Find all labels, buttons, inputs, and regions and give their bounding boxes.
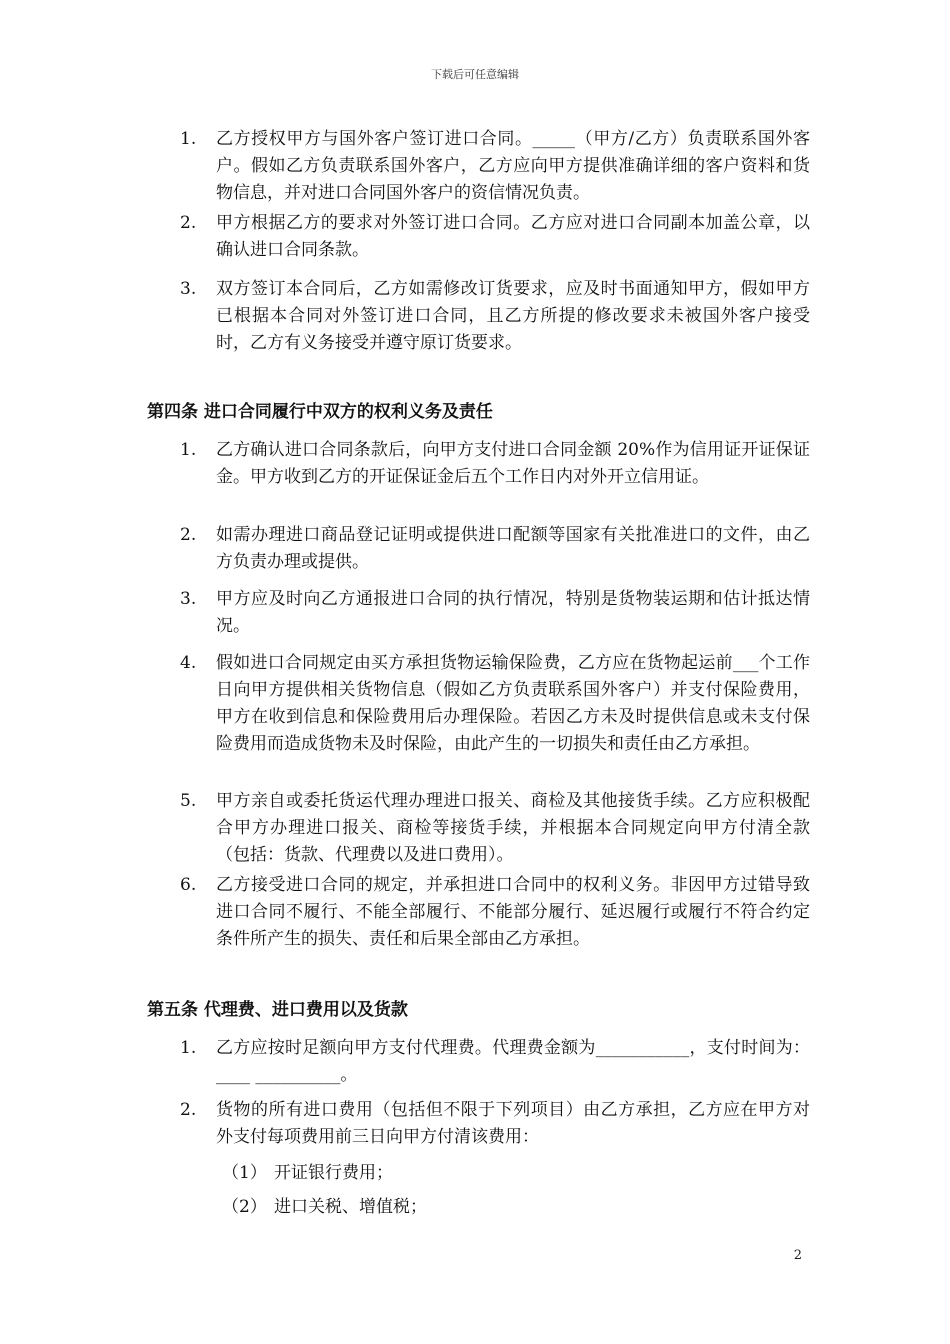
page-header: 下载后可任意编辑 — [431, 68, 519, 81]
item-number: 1. — [180, 440, 197, 460]
item-text: 如需办理进口商品登记证明或提供进口配额等国家有关批准进口的文件，由乙方负责办理或提供。 — [216, 525, 810, 572]
list-item — [180, 788, 810, 869]
list-item — [180, 437, 810, 491]
list-item — [180, 1097, 810, 1151]
list-item — [180, 872, 810, 953]
item-text: 甲方根据乙方的要求对外签订进口合同。乙方应对进口合同副本加盖公章，以确认进口合同条款。 — [216, 213, 810, 260]
list-item — [180, 1035, 810, 1089]
list-item — [180, 126, 810, 207]
item-text: 货物的所有进口费用（包括但不限于下列项目）由乙方承担，乙方应在甲方对外支付每项费用前三日向甲方付清该费用： — [216, 1100, 810, 1147]
page-number: 2 — [793, 1248, 802, 1263]
item-text: 乙方接受进口合同的规定，并承担进口合同中的权利义务。非因甲方过错导致进口合同不履行、不能全部履行、不能部分履行、延迟履行或履行不符合约定条件所产生的损失、责任和后果全部由乙方承担。 — [216, 875, 810, 949]
list-item — [180, 522, 810, 576]
item-text: 假如进口合同规定由买方承担货物运输保险费，乙方应在货物起运前___个工作日向甲方提供相关货物信息（假如乙方负责联系国外客户）并支付保险费用，甲方在收到信息和保险费用后办理保险。若因乙方未及时提供信息或未支付保险费用而造成货物未及时保险，由此产生的一切损失和责任由乙方承担。 — [216, 653, 810, 754]
sub-list-item — [222, 1194, 427, 1221]
list-item — [180, 650, 810, 758]
sub-item-text: 进口关税、增值税； — [274, 1197, 427, 1217]
item-number: 2. — [180, 213, 197, 233]
item-text: 甲方亲自或委托货运代理办理进口报关、商检及其他接货手续。乙方应积极配合甲方办理进口报关、商检等接货手续，并根据本合同规定向甲方付清全款（包括：货款、代理费以及进口费用）。 — [216, 791, 810, 865]
item-number: 1. — [180, 1038, 197, 1058]
item-number: 6. — [180, 875, 197, 895]
sub-item-marker: （1） — [222, 1163, 267, 1183]
item-number: 5. — [180, 791, 197, 811]
item-number: 3. — [180, 589, 197, 609]
item-number: 3. — [180, 279, 197, 299]
sub-list-item — [222, 1160, 393, 1187]
section-heading: 第五条 代理费、进口费用以及货款 — [147, 1000, 408, 1020]
list-item — [180, 276, 810, 357]
item-text: 甲方应及时向乙方通报进口合同的执行情况，特别是货物装运期和估计抵达情况。 — [216, 589, 810, 636]
item-text: 乙方授权甲方与国外客户签订进口合同。_____（甲方/乙方）负责联系国外客户。假如乙方负责联系国外客户，乙方应向甲方提供准确详细的客户资料和货物信息，并对进口合同国外客户的资信情况负责。 — [216, 129, 810, 203]
list-item — [180, 586, 810, 640]
item-number: 2. — [180, 525, 197, 545]
item-number: 4. — [180, 653, 197, 673]
section-heading: 第四条 进口合同履行中双方的权利义务及责任 — [147, 402, 493, 422]
item-text: 双方签订本合同后，乙方如需修改订货要求，应及时书面通知甲方，假如甲方已根据本合同对外签订进口合同，且乙方所提的修改要求未被国外客户接受时，乙方有义务接受并遵守原订货要求。 — [216, 279, 810, 353]
item-text: 乙方应按时足额向甲方支付代理费。代理费金额为___________，支付时间为：____ __________。 — [216, 1038, 810, 1085]
list-item — [180, 210, 810, 264]
item-number: 2. — [180, 1100, 197, 1120]
sub-item-text: 开证银行费用； — [274, 1163, 393, 1183]
item-text: 乙方确认进口合同条款后，向甲方支付进口合同金额 20%作为信用证开证保证金。甲方收到乙方的开证保证金后五个工作日内对外开立信用证。 — [216, 440, 810, 487]
item-number: 1. — [180, 129, 197, 149]
sub-item-marker: （2） — [222, 1197, 267, 1217]
